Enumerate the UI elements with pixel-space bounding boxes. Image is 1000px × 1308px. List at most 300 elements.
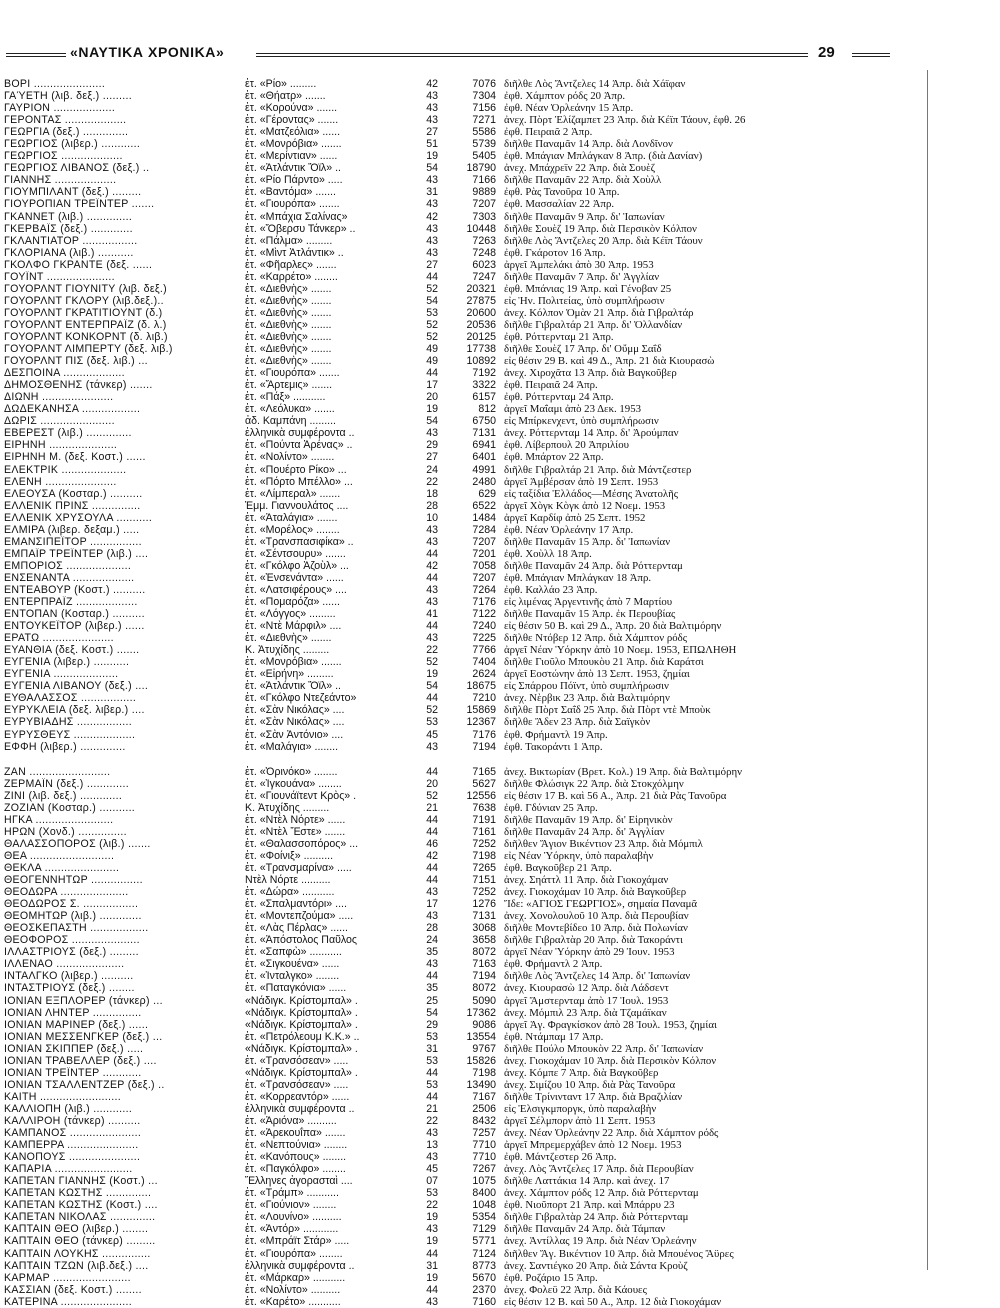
tonnage: 7167 [472, 1090, 496, 1103]
owner-agent: ἐτ. «Πουέρτο Ρίκο» ... [245, 463, 347, 476]
tonnage: 7165 [472, 765, 496, 778]
build-year: 54 [426, 294, 438, 307]
tonnage: 8072 [472, 946, 496, 959]
owner-agent: ἐτ. «Ντὲλ Ἔστε» ....... [245, 825, 346, 838]
build-year: 27 [426, 126, 438, 139]
build-year: 43 [426, 234, 438, 247]
ship-row [4, 766, 934, 778]
tonnage: 7129 [472, 1223, 496, 1236]
position-status: ἀνεχ. Σιμίζου 10 Ἀπρ. διὰ Ρὰς Τανοῦρα [504, 1078, 676, 1091]
build-year: 44 [426, 1090, 438, 1103]
ship-name: ΔΗΜΟΣΘΕΝΗΣ (τάνκερ) ....... [4, 379, 153, 392]
ship-name: ΓΙΟΥΡΟΠΙΑΝ ΤΡΕΪΝΤΕΡ ....... [4, 198, 155, 211]
build-year: 44 [426, 765, 438, 778]
ship-row [4, 1235, 934, 1247]
owner-agent: ἐτ. «Φῆαρλες» ....... [245, 258, 337, 271]
ship-row [4, 716, 934, 728]
ship-row [4, 970, 934, 982]
owner-agent: ἐτ. «Δώρα» ........... [245, 886, 335, 899]
ship-name: ΚΑΠΤΑΙΝ ΘΕΟ (τάνκερ) ......... [4, 1235, 156, 1248]
ship-name: ΕΥΑΝΘΙΑ (δεξ. Κοστ.) ....... [4, 644, 140, 657]
owner-agent: Ντὲλ Νόρτε .......... [245, 874, 331, 887]
build-year: 19 [426, 668, 438, 681]
ship-row [4, 464, 934, 476]
build-year: 54 [426, 415, 438, 428]
position-status: διῆλθε Τρίνινταντ 17 Ἀπρ. διὰ Βραζιλίαν [504, 1090, 683, 1103]
owner-agent: ἐτ. «Γιούνιον» ........ [245, 1199, 337, 1212]
tonnage: 10448 [466, 222, 496, 235]
build-year: 44 [426, 874, 438, 887]
position-status: διῆλθε Γιβραλτάρ 21 Ἀπρ. διὰ Μάντζεστερ [504, 463, 692, 476]
position-status: ἐφθ. Μπάρτον 22 Ἀπρ. [504, 451, 604, 464]
owner-agent: ἐτ. «Γιουνάϊτεντ Κρὸς» . [245, 789, 357, 802]
build-year: 43 [426, 596, 438, 609]
build-year: 13 [426, 1139, 438, 1152]
ship-row [4, 403, 934, 415]
position-status: εἰς ταξίδια Ἑλλάδος—Μέσης Ἀνατολῆς [504, 487, 679, 500]
build-year: 41 [426, 608, 438, 621]
header-rule-left [6, 53, 66, 57]
ship-row [4, 995, 934, 1007]
position-status: ἐφθ. Γκάροτον 16 Ἀπρ. [504, 246, 606, 259]
owner-agent: ἐτ. «Ντὲ Μάρφιλ» .... [245, 620, 342, 633]
ship-name: ΙΛΛΕΝΑΟ ..................... [4, 958, 125, 971]
header-rule-right [852, 53, 890, 57]
tonnage: 7267 [472, 1163, 496, 1176]
position-status: διῆλθε Παναμᾶν 15 Ἀπρ. δι' Ἰαπωνίαν [504, 535, 671, 548]
position-status: ἐφθ. Χοὺλλ 18 Ἀπρ. [504, 547, 592, 560]
ship-name: ΘΕΟΔΩΡΟΣ Σ. ................. [4, 898, 139, 911]
ship-row [4, 439, 934, 451]
owner-agent: ἐτ. «Διεθνὴς» ....... [245, 282, 332, 295]
position-status: ἀνεχ. Βικτωρίαν (Βρετ. Κολ.) 19 Ἀπρ. διὰ Βαλτιμόρην [504, 765, 742, 778]
owner-agent: Κ. Ἀτυχίδης ......... [245, 801, 330, 814]
build-year: 44 [426, 813, 438, 826]
ship-name: ΕΝΤΟΥΚΕΪΤΟΡ (λιβερ.) ...... [4, 620, 145, 633]
ship-row [4, 90, 934, 102]
owner-agent: ἐτ. «Μερίντιαν» ...... [245, 150, 338, 163]
owner-agent: ἐτ. «Γιουρόπα» ........ [245, 1247, 343, 1260]
position-status: ἀνεχ. Κόμπε 7 Ἀπρ. διὰ Βαγκοῦβερ [504, 1066, 659, 1079]
owner-agent: ἑλληνικὰ συμφέροντα .. [245, 1259, 355, 1272]
ship-name: ΕΛΕΝΗ ...................... [4, 475, 117, 488]
ship-name: ΖΑΝ ......................... [4, 765, 111, 778]
owner-agent: ἐτ. «Ἰγκουάνα» ........ [245, 777, 342, 790]
position-status: ἀργεῖ Μπρεμερχάβεν ἀπὸ 12 Νοεμ. 1953 [504, 1139, 682, 1152]
owner-agent: «Νάδιγκ. Κρίστομπαλ» . [245, 1066, 358, 1079]
tonnage: 7210 [472, 692, 496, 705]
tonnage: 2506 [472, 1102, 496, 1115]
ship-row [4, 174, 934, 186]
build-year: 43 [426, 886, 438, 899]
build-year: 22 [426, 1114, 438, 1127]
position-status: διῆλθεν Ἅγιον Βικέντιον 23 Ἀπρ. διὰ Μόμπιλ [504, 837, 703, 850]
tonnage: 5405 [472, 150, 496, 163]
ship-row [4, 247, 934, 259]
build-year: 31 [426, 1042, 438, 1055]
ship-row [4, 211, 934, 223]
build-year: 43 [426, 90, 438, 103]
owner-agent: ἐτ. «Σαπφὼ» ........... [245, 946, 342, 959]
build-year: 19 [426, 1235, 438, 1248]
ship-name: ΕΙΡΗΝΗ ..................... [4, 439, 118, 452]
build-year: 17 [426, 379, 438, 392]
ship-row [4, 379, 934, 391]
tonnage: 15826 [466, 1054, 496, 1067]
ship-name: ΕΡΑΤΩ ...................... [4, 632, 114, 645]
ship-name: ΓΑΎΕΤΗ (λιβ. δεξ.) ......... [4, 90, 132, 103]
ship-row [4, 1115, 934, 1127]
build-year: 43 [426, 1223, 438, 1236]
tonnage: 7284 [472, 523, 496, 536]
tonnage: 7163 [472, 958, 496, 971]
build-year: 43 [426, 523, 438, 536]
ship-name: ΙΟΝΙΑΝ ΣΚΙΠΠΕΡ (δεξ.) ..... [4, 1042, 144, 1055]
owner-agent: ἐτ. «Σὰν Ἀντόνιο» .... [245, 728, 344, 741]
owner-agent: ἐτ. «Λίμπεραλ» ....... [245, 487, 341, 500]
ship-name: ΗΡΩΝ (Χονδ.) ............... [4, 825, 127, 838]
position-status: διῆλθε Γιβραλτὰρ 24 Ἀπρ. διὰ Ρόττερνταμ [504, 1211, 689, 1224]
ship-name: ΘΕΚΛΑ ....................... [4, 862, 120, 874]
ship-name: ΓΟΥΟΡΛΝΤ ΛΙΜΠΕΡΤΥ (δεξ. λιβ.) [4, 343, 173, 356]
position-status: ἐφθ. Βαγκοῦβερ 21 Ἀπρ. [504, 862, 612, 874]
position-status: διῆλθε Παναμᾶν 19 Ἀπρ. δι' Εἰρηνικὸν [504, 813, 673, 826]
owner-agent: ἐτ. «Ρίο» ......... [245, 78, 317, 90]
tonnage: 6157 [472, 391, 496, 404]
ship-row [4, 1163, 934, 1175]
ship-name: ΓΕΩΡΓΙΟΣ ΛΙΒΑΝΟΣ (δεξ.) .. [4, 162, 150, 175]
position-status: ἀργεῖ Σέλμπορν ἀπὸ 11 Σεπτ. 1953 [504, 1114, 656, 1127]
build-year: 24 [426, 463, 438, 476]
tonnage: 7265 [472, 862, 496, 874]
owner-agent: ἐτ. «Σὰν Νικόλας» .... [245, 716, 345, 729]
ship-row [4, 186, 934, 198]
position-status: διῆλθε Παναμᾶν 24 Ἀπρ. διὰ Ρόττερνταμ [504, 559, 683, 572]
position-status: ἐφθ. Νέαν Ὀρλεάνην 15 Ἀπρ. [504, 102, 634, 115]
position-status: ἐφθ. Ντάμπαμ 17 Ἀπρ. [504, 1030, 604, 1043]
owner-agent: ἐτ. «Καρέτο» ........... [245, 1295, 341, 1308]
position-status: ἀνεχ. Χάμπτον ρόδς 12 Ἀπρ. διὰ Ρόττερνταμ [504, 1187, 699, 1200]
ship-name: ΓΚΛΑΝΤΙΑΤΟΡ ................. [4, 234, 138, 247]
owner-agent: ἐτ. «Ἀτλάντικ Ὄϊλ» .. [245, 162, 341, 175]
ship-name: ΓΚΕΡΒΑΪΣ (δεξ.) ............. [4, 222, 133, 235]
build-year: 46 [426, 837, 438, 850]
ship-row [4, 572, 934, 584]
build-year: 43 [426, 114, 438, 127]
ship-name: ΓΕΩΡΓΙΑ (δεξ.) .............. [4, 126, 129, 139]
owner-agent: ἐτ. «Ἀρεκουΐπα» ....... [245, 1127, 346, 1140]
owner-agent: ἐτ. «Παταγκόνια» ...... [245, 982, 347, 995]
ship-name: ΙΟΝΙΑΝ ΤΡΑΒΕΛΛΕΡ (δεξ.) .... [4, 1054, 157, 1067]
ship-name: ΓΟΥΟΡΛΝΤ ΓΙΟΥΝΙΤΥ (λιβ. δεξ.) [4, 282, 167, 295]
owner-agent: ἐτ. «Ντὲλ Νόρτε» ...... [245, 813, 346, 826]
build-year: 44 [426, 1066, 438, 1079]
ship-row [4, 1284, 934, 1296]
ship-row [4, 295, 934, 307]
tonnage: 5739 [472, 138, 496, 151]
ship-name: ΕΜΠΟΡΙΟΣ .................... [4, 559, 132, 572]
build-year: 54 [426, 1006, 438, 1019]
position-status: ἀργεῖ Ἀγ. Φραγκίσκον ἀπὸ 28 Ἰουλ. 1953, ζημίαι [504, 1018, 717, 1031]
tonnage: 5586 [472, 126, 496, 139]
ship-row [4, 814, 934, 826]
position-status: διῆλθε Λὸς Ἄντζελες 14 Ἀπρ. δι' Ἰαπωνίαν [504, 970, 691, 983]
ship-row [4, 958, 934, 970]
position-status: ἀνεχ. Ρόττερνταμ 14 Ἀπρ. δι' Ἀρούμπαν [504, 427, 679, 440]
tonnage: 812 [478, 403, 496, 416]
build-year: 53 [426, 1030, 438, 1043]
tonnage: 7161 [472, 825, 496, 838]
ship-row [4, 271, 934, 283]
position-status: ἀργεῖ Μαΐαμι ἀπὸ 23 Δεκ. 1953 [504, 403, 641, 416]
ship-name: ΚΑΜΠΑΝΟΣ ...................... [4, 1127, 142, 1140]
ship-row [4, 644, 934, 656]
ship-name: ΕΝΤΕΡΠΡΑΪΖ ................... [4, 596, 138, 609]
tonnage: 18675 [466, 680, 496, 693]
position-status: ἀνεχ. Πὸρτ Ἐλίζαμπετ 23 Ἀπρ. διὰ Κέϊπ Τάουν, ἐφθ. 26 [504, 114, 746, 127]
ship-name: ΕΝΤΟΠΑΝ (Κοσταρ.) .......... [4, 608, 145, 621]
position-status: διῆλθε Γιβραλτὰρ 20 Ἀπρ. διὰ Τακοράντι [504, 934, 683, 947]
page-number: 29 [818, 44, 835, 61]
build-year: 52 [426, 330, 438, 343]
position-status: ἐφθ. Φρήμαντλ 19 Ἀπρ. [504, 728, 608, 741]
owner-agent: ἐτ. «Πομαρόζα» ...... [245, 596, 340, 609]
tonnage: 20125 [466, 330, 496, 343]
ship-row [4, 162, 934, 174]
ship-row [4, 1223, 934, 1235]
build-year: 44 [426, 367, 438, 380]
owner-agent: ἐτ. «Λουνίνο» .......... [245, 1211, 342, 1224]
ship-name: ΚΑΤΕΡΙΝΑ ...................... [4, 1295, 133, 1308]
build-year: 43 [426, 583, 438, 596]
ship-name: ΖΙΝΙ (λιβ. δεξ.) ............. [4, 789, 123, 802]
ship-name: ΙΛΛΑΣΤΡΙΟΥΣ (δεξ.) ......... [4, 946, 139, 959]
ship-row [4, 451, 934, 463]
ship-row [4, 198, 934, 210]
tonnage: 629 [478, 487, 496, 500]
owner-agent: ἐτ. «Διεθνὴς» ....... [245, 343, 332, 356]
owner-agent: ἐτ. «Τρανσπασιφίκα» .. [245, 535, 354, 548]
build-year: 43 [426, 102, 438, 115]
owner-agent: ἐτ. «Ἀταλάγια» ....... [245, 511, 338, 524]
tonnage: 7201 [472, 547, 496, 560]
build-year: 22 [426, 1199, 438, 1212]
position-status: ἀργεῖ Ἀμπελάκι ἀπὸ 30 Ἀπρ. 1953 [504, 258, 654, 271]
owner-agent: «Νάδιγκ. Κρίστομπαλ» . [245, 1042, 358, 1055]
tonnage: 8432 [472, 1114, 496, 1127]
ship-row [4, 790, 934, 802]
owner-agent: ἐτ. «Βαντόμα» ....... [245, 186, 336, 199]
ship-row [4, 729, 934, 741]
ship-name: ΕΛΜΙΡΑ (λιβερ. δεξαμ.) ..... [4, 523, 140, 536]
tonnage: 8400 [472, 1187, 496, 1200]
build-year: 53 [426, 306, 438, 319]
owner-agent: ἑλληνικὰ συμφέροντα .. [245, 427, 355, 440]
ship-row [4, 500, 934, 512]
position-status: διῆλθε Παναμᾶν 15 Ἀπρ. ἐκ Περουβίας [504, 608, 676, 621]
position-status: ἀργεῖ Νέαν Ὑόρκην ἀπὸ 29 Ἰουν. 1953 [504, 946, 675, 959]
ship-name: ΓΙΑΝΝΗΣ ................... [4, 174, 117, 187]
ship-row [4, 343, 934, 355]
ship-name: ΓΑΥΡΙΟΝ ................... [4, 102, 116, 115]
ship-row [4, 850, 934, 862]
position-status: διῆλθεν Ἅγ. Βικέντιον 10 Ἀπρ. διὰ Μπουένος Ἄϋρες [504, 1247, 734, 1260]
build-year: 44 [426, 1247, 438, 1260]
tonnage: 2370 [472, 1283, 496, 1296]
ship-name: ΙΟΝΙΑΝ ΜΕΣΣΕΝΓΚΕΡ (δεξ.) ... [4, 1030, 163, 1043]
ship-name: ΕΥΡΥΣΘΕΥΣ ................... [4, 728, 136, 741]
ship-name: ΕΛΛΕΝΙΚ ΠΡΙΝΣ ............... [4, 499, 141, 512]
ship-row [4, 114, 934, 126]
build-year: 53 [426, 1054, 438, 1067]
page-header [0, 44, 1000, 70]
build-year: 27 [426, 258, 438, 271]
build-year: 44 [426, 862, 438, 874]
position-status: ἀνεχ. Χονολουλοῦ 10 Ἀπρ. διὰ Περουβίαν [504, 910, 689, 923]
build-year: 42 [426, 78, 438, 90]
build-year: 42 [426, 559, 438, 572]
owner-agent: ἐτ. «Γιουρόπα» ....... [245, 367, 340, 380]
position-status: ἀνεχ. Μόμπιλ 23 Ἀπρ. διὰ Τζαμάϊκαν [504, 1006, 667, 1019]
build-year: 20 [426, 777, 438, 790]
build-year: 52 [426, 656, 438, 669]
tonnage: 7151 [472, 874, 496, 887]
build-year: 45 [426, 728, 438, 741]
tonnage: 7156 [472, 102, 496, 115]
position-status: διῆλθε Πὸρτ Σαΐδ 25 Ἀπρ. διὰ Πὸρτ ντὲ Μποὺκ [504, 704, 711, 717]
ship-name: ΙΟΝΙΑΝ ΜΑΡΙΝΕΡ (δεξ.) ...... [4, 1018, 149, 1031]
ship-row [4, 680, 934, 692]
build-year: 43 [426, 910, 438, 923]
ship-row [4, 692, 934, 704]
owner-agent: ἐτ. «Πούντα Ἀρένας» .. [245, 439, 353, 452]
ship-row [4, 620, 934, 632]
ship-row [4, 656, 934, 668]
position-status: εἰς θέσιν 17 Β. καὶ 56 Α., Ἀπρ. 21 διὰ Ρὰς Τανοῦρα [504, 789, 727, 802]
build-year: 43 [426, 1127, 438, 1140]
owner-agent: ἐτ. «Ἐνσενάντα» ...... [245, 571, 344, 584]
ship-name: ΘΑΛΑΣΣΟΠΟΡΟΣ (λιβ.) ....... [4, 837, 151, 850]
owner-agent: ἐτ. «Ρίο Πάρντο» ..... [245, 174, 343, 187]
owner-agent: ἐτ. «Γκόλφο Ἀζοὺλ» ... [245, 559, 349, 572]
build-year: 43 [426, 740, 438, 753]
tonnage: 12556 [466, 789, 496, 802]
position-status: ἀνεχ. Σηάττλ 11 Ἀπρ. διὰ Γιοκοχάμαν [504, 874, 669, 887]
build-year: 43 [426, 1295, 438, 1308]
ship-row [4, 1296, 934, 1308]
owner-agent: ἐτ. «Ἰνταλγκο» ........ [245, 970, 340, 983]
owner-agent: ἐτ. «Ματζεόλια» ...... [245, 126, 341, 139]
tonnage: 7710 [472, 1151, 496, 1164]
build-year: 49 [426, 355, 438, 368]
build-year: 19 [426, 1211, 438, 1224]
ship-row [4, 704, 934, 716]
owner-agent: ἐτ. «Πάλμα» ......... [245, 234, 333, 247]
owner-agent: Ἕλληνες ἀγορασταὶ .... [245, 1175, 353, 1188]
tonnage: 7160 [472, 1295, 496, 1308]
tonnage: 7194 [472, 740, 496, 753]
ship-name: ΖΟΖΙΑΝ (Κοσταρ.) ........... [4, 801, 136, 814]
build-year: 22 [426, 644, 438, 657]
ship-row [4, 1031, 934, 1043]
build-year: 44 [426, 1283, 438, 1296]
owner-agent: ἐτ. «Καρρέτο» ........ [245, 270, 338, 283]
ship-row [4, 512, 934, 524]
owner-agent: ἐτ. «Λὰς Πέρλας» ...... [245, 922, 348, 935]
build-year: 28 [426, 922, 438, 935]
tonnage: 7131 [472, 910, 496, 923]
tonnage: 20321 [466, 282, 496, 295]
ship-name: ΕΛΕΟΥΣΑ (Κοσταρ.) .......... [4, 487, 143, 500]
owner-agent: ἐτ. «Γέροντας» ....... [245, 114, 339, 127]
ship-name: ΙΟΝΙΑΝ ΕΞΠΛΟΡΕΡ (τάνκερ) ... [4, 994, 163, 1007]
position-status: ἐφθ. Ροζάριο 15 Ἀπρ. [504, 1271, 598, 1284]
position-status: εἰς Ἡν. Πολιτείας, ὑπὸ συμπλήρωσιν [504, 294, 665, 307]
ship-row [4, 596, 934, 608]
ship-row [4, 150, 934, 162]
tonnage: 6401 [472, 451, 496, 464]
tonnage: 7404 [472, 656, 496, 669]
ship-name: ΕΥΓΕΝΙΑ ΛΙΒΑΝΟΥ (δεξ.) .... [4, 680, 149, 693]
ship-name: ΘΕΟΣΚΕΠΑΣΤΗ .................. [4, 922, 149, 935]
tonnage: 12367 [466, 716, 496, 729]
ship-name: ΚΑΠΕΤΑΝ ΓΙΑΝΝΗΣ (Κοστ.) ... [4, 1175, 158, 1188]
tonnage: 7766 [472, 644, 496, 657]
position-status: ἐφθ. Ρὰς Τανοῦρα 10 Ἀπρ. [504, 186, 620, 199]
position-status: ἐφθ. Πειραιᾶ 2 Ἀπρ. [504, 126, 593, 139]
tonnage: 5670 [472, 1271, 496, 1284]
ship-name: ΓΚΛΟΡΙΑΝΑ (λιβ.) ........... [4, 246, 134, 259]
owner-agent: ἐτ. «Σπαλμαντόρι» .... [245, 898, 347, 911]
position-status: ἐφθ. Μπάνιας 19 Ἀπρ. καὶ Γένοβαν 25 [504, 282, 672, 295]
owner-agent: ἐτ. «Κορούνα» ....... [245, 102, 338, 115]
ship-name: ΓΟΥΟΡΛΝΤ ΠΙΣ (δεξ. λιβ.) ... [4, 355, 148, 368]
position-status: διῆλθε Σουὲζ 17 Ἀπρ. δι' Οὔμμ Σαΐδ [504, 343, 662, 356]
build-year: 44 [426, 547, 438, 560]
ship-name: ΗΓΚΑ ........................ [4, 813, 114, 826]
build-year: 52 [426, 318, 438, 331]
position-status: διῆλθε Μοντεβίδεο 10 Ἀπρ. διὰ Πολωνίαν [504, 922, 688, 935]
position-status: διῆλθε Λαττάκια 14 Ἀπρ. καὶ ἀνεχ. 17 [504, 1175, 670, 1188]
tonnage: 8773 [472, 1259, 496, 1272]
tonnage: 5771 [472, 1235, 496, 1248]
tonnage: 6941 [472, 439, 496, 452]
build-year: 24 [426, 934, 438, 947]
position-status: ἐφθ. Νέαν Ὀρλεάνην 17 Ἀπρ. [504, 523, 634, 536]
tonnage: 7252 [472, 886, 496, 899]
position-status: διῆλθε Φλώσιγκ 22 Ἀπρ. διὰ Στοκχόλμην [504, 777, 684, 790]
owner-agent: Ἐμμ. Γιαννουλάτος .... [245, 499, 349, 512]
owner-agent: ἐτ. «Νολίντο» .......... [245, 1283, 341, 1296]
owner-agent: ἐτ. «Ἀντόρ» ............ [245, 1223, 339, 1236]
ship-name: ΓΟΥΪΝΤ ..................... [4, 270, 115, 283]
ship-name: ΔΙΩΝΗ ...................... [4, 391, 114, 404]
ship-name: ΕΥΓΕΝΙΑ (λιβερ.) ........... [4, 656, 130, 669]
owner-agent: Κ. Ἀτυχίδης ......... [245, 644, 330, 657]
ship-row [4, 838, 934, 850]
ship-name: ΙΟΝΙΑΝ ΤΡΕΪΝΤΕΡ ............ [4, 1066, 142, 1079]
position-status: διῆλθε Ντόβερ 12 Ἀπρ. διὰ Χάμπτον ρόδς [504, 632, 687, 645]
build-year: 19 [426, 150, 438, 163]
ship-row [4, 862, 934, 874]
owner-agent: ἐτ. «Εἰρήνη» ......... [245, 668, 334, 681]
ship-name: ΚΑΠΕΤΑΝ ΝΙΚΟΛΑΣ .............. [4, 1211, 156, 1224]
ship-row [4, 391, 934, 403]
position-status: ἀργεῖ Νέαν Ὑόρκην ἀπὸ 10 Νοεμ. 1953, ΕΠΩΛΗΘΗ [504, 644, 737, 657]
build-year: 52 [426, 282, 438, 295]
ship-row [4, 608, 934, 620]
position-status: εἰς Ἐλσιγκμποργκ, ὑπὸ παραλαβὴν [504, 1102, 657, 1115]
